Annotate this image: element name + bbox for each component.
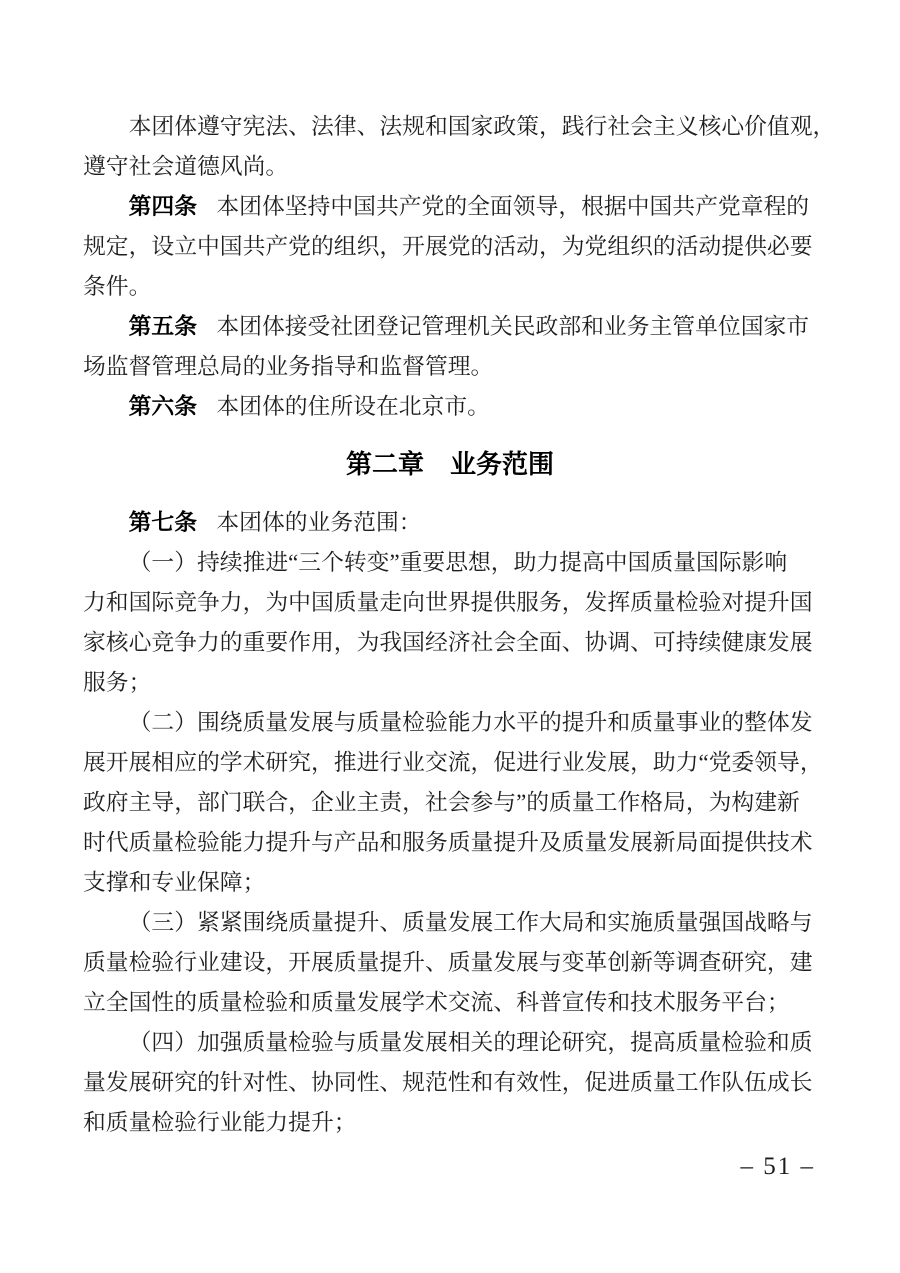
article-number: 第四条 (128, 194, 197, 219)
text-line: 规定，设立中国共产党的组织，开展党的活动，为党组织的活动提供必要 (83, 234, 813, 259)
text-line: 立全国性的质量检验和质量发展学术交流、科普宣传和技术服务平台； (83, 990, 790, 1015)
text-line: 第六条 本团体的住所设在北京市。 (128, 394, 490, 419)
text-line: 第四条 本团体坚持中国共产党的全面领导，根据中国共产党章程的 (128, 194, 810, 219)
text-line: （三）紧紧围绕质量提升、质量发展工作大局和实施质量强国战略与 (128, 910, 813, 935)
text-line: 第七条 本团体的业务范围： (128, 510, 422, 535)
article-number: 第六条 (128, 394, 197, 419)
text-line: 本团体遵守宪法、法律、法规和国家政策，践行社会主义核心价值观， (128, 114, 836, 139)
text-line: 政府主导，部门联合，企业主责，社会参与”的质量工作格局，为构建新 (83, 790, 800, 815)
text-line: （四）加强质量检验与质量发展相关的理论研究，提高质量检验和质 (128, 1030, 813, 1055)
text-line: 质量检验行业建设，开展质量提升、质量发展与变革创新等调查研究，建 (83, 950, 813, 975)
text-line: 量发展研究的针对性、协同性、规范性和有效性，促进质量工作队伍成长 (83, 1070, 813, 1095)
text-line: （一）持续推进“三个转变”重要思想，助力提高中国质量国际影响 (128, 550, 788, 575)
text-line: 家核心竞争力的重要作用，为我国经济社会全面、协调、可持续健康发展 (83, 630, 813, 655)
text-line: 条件。 (83, 274, 152, 299)
page-number: – 51 – (740, 1153, 815, 1180)
chapter-heading: 第二章 业务范围 (345, 450, 554, 479)
text-line: 支撑和专业保障； (83, 870, 266, 895)
article-number: 第七条 (128, 510, 197, 535)
text-line: 力和国际竞争力，为中国质量走向世界提供服务，发挥质量检验对提升国 (83, 590, 813, 615)
text-line: 服务； (83, 670, 152, 695)
text-line: 时代质量检验能力提升与产品和服务质量提升及质量发展新局面提供技术 (83, 830, 813, 855)
text-line: 遵守社会道德风尚。 (83, 154, 289, 179)
article-number: 第五条 (128, 314, 197, 339)
text-line: 第五条 本团体接受社团登记管理机关民政部和业务主管单位国家市 (128, 314, 810, 339)
document-body (83, 107, 836, 1143)
text-line: 展开展相应的学术研究，推进行业交流，促进行业发展，助力“党委领导， (83, 750, 823, 775)
text-line: 和质量检验行业能力提升； (83, 1110, 357, 1135)
text-line: 场监督管理总局的业务指导和监督管理。 (83, 354, 494, 379)
text-line: （二）围绕质量发展与质量检验能力水平的提升和质量事业的整体发 (128, 710, 813, 735)
